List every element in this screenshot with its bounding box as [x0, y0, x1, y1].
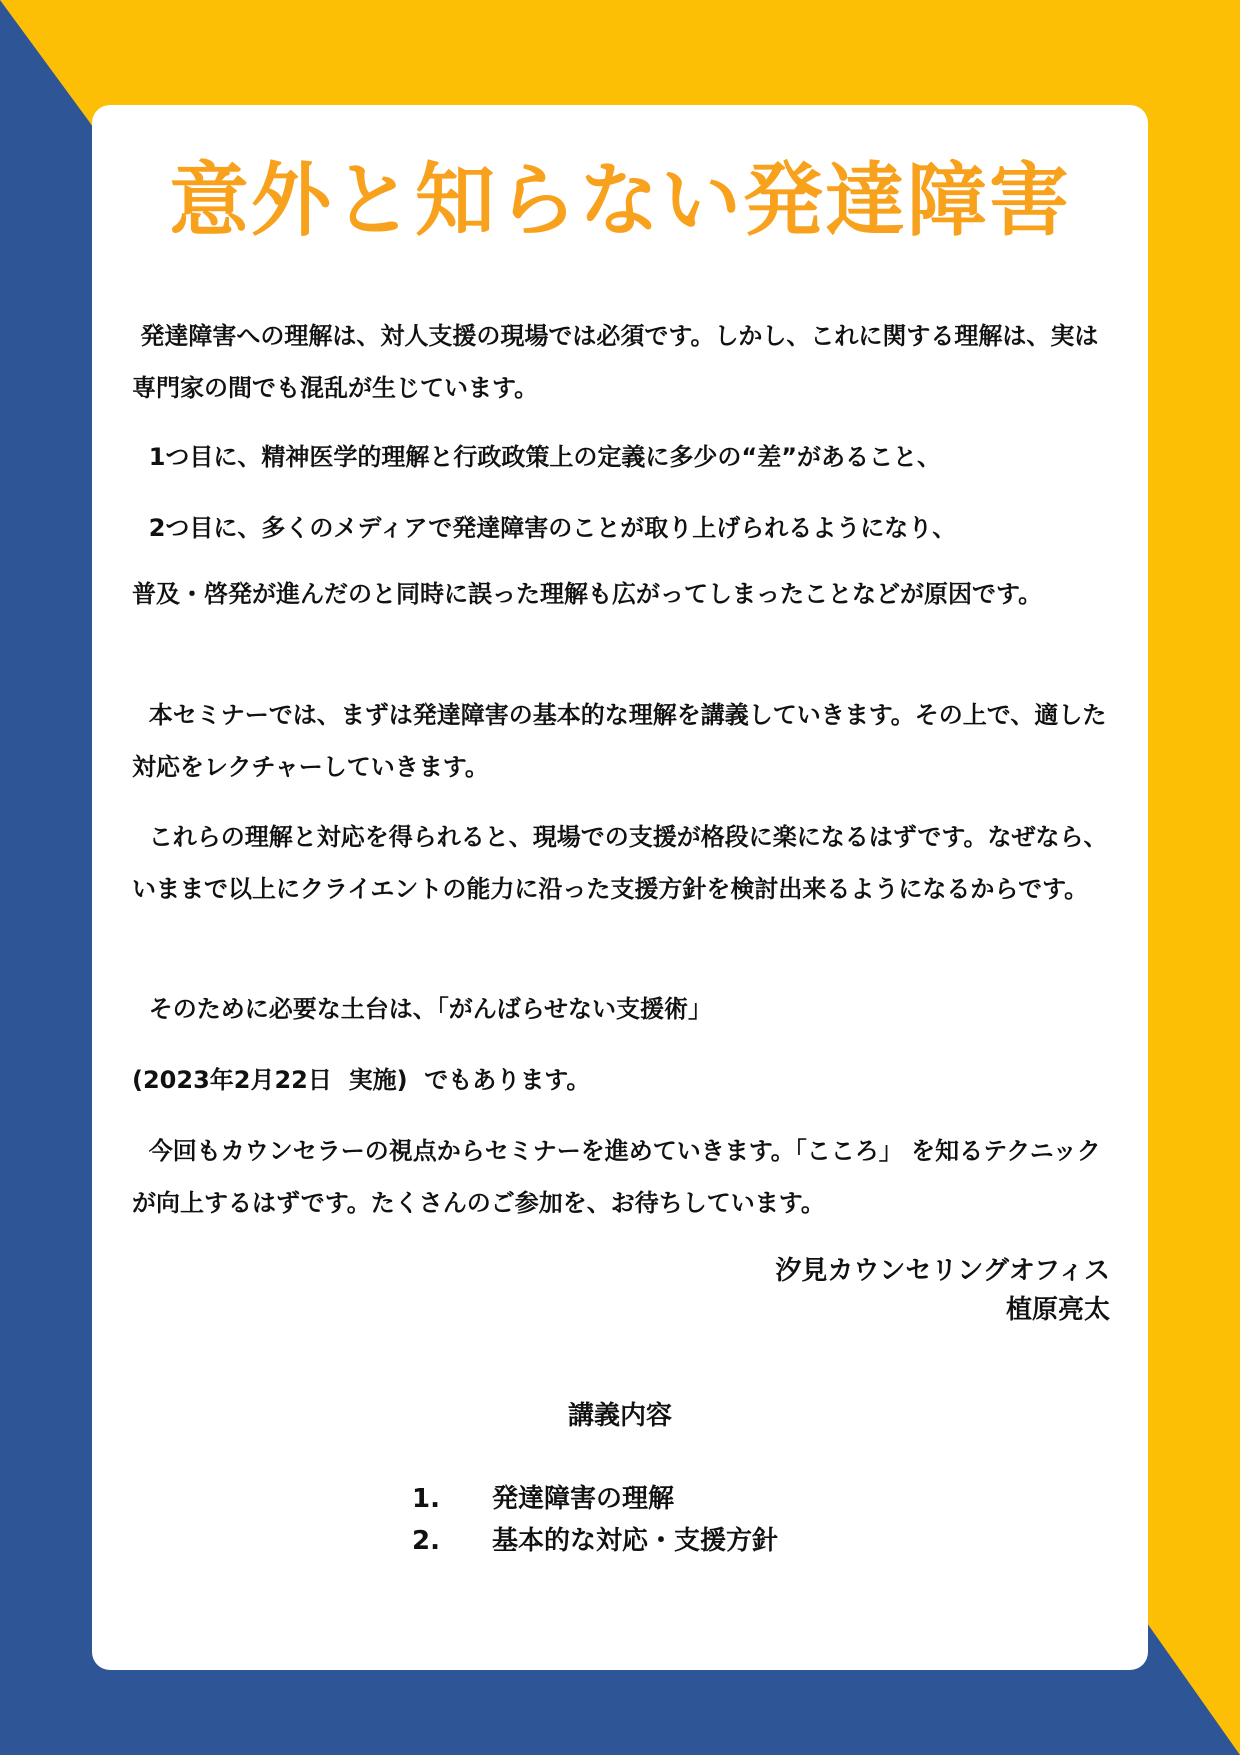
benefit-paragraph: これらの理解と対応を得られると、現場での支援が格段に楽になるはずです。なぜなら、いままで以上にクライエントの能力に沿った支援方針を検討出来るようになるからです。	[132, 823, 1108, 903]
closing-paragraph: 今回もカウンセラーの視点からセミナーを進めていきます。「こころ」 を知るテクニックが向上するはずです。たくさんのご参加を、お待ちしています。	[132, 1137, 1101, 1217]
lecture-item	[412, 1520, 778, 1557]
lecture-item-number: 1.	[412, 1484, 440, 1514]
signature-organization: 汐見カウンセリングオフィス	[775, 1256, 1110, 1286]
reason-two-paragraph: 2つ目に、多くのメディアで発達障害のことが取り上げられるようになり、	[132, 514, 957, 542]
seminar-paragraph: 本セミナーでは、まずは発達障害の基本的な理解を講義していきます。その上で、適した対応をレクチャーしていきます。	[132, 701, 1107, 781]
lecture-heading: 講義内容	[567, 1401, 672, 1431]
reason-two-continued-paragraph: 普及・啓発が進んだのと同時に誤った理解も広がってしまったことなどが原因です。	[132, 580, 1043, 608]
signature-name: 植原亮太	[1005, 1295, 1110, 1325]
past-seminar-date: (2023年2月22日 実施) でもあります。	[132, 1066, 591, 1094]
lecture-item-text: 基本的な対応・支援方針	[492, 1526, 779, 1556]
intro-paragraph: 発達障害への理解は、対人支援の現場では必須です。しかし、これに関する理解は、実は専門家の間でも混乱が生じています。	[132, 322, 1099, 402]
reason-one-paragraph: 1つ目に、精神医学的理解と行政政策上の定義に多少の“差”があること、	[132, 443, 941, 471]
flyer-card	[92, 105, 1148, 1670]
lecture-item	[412, 1478, 674, 1515]
lecture-item-text: 発達障害の理解	[492, 1484, 675, 1514]
foundation-paragraph: そのために必要な土台は、「がんばらせない支援術」	[132, 995, 712, 1023]
lecture-item-number: 2.	[412, 1526, 440, 1556]
page-title: 意外と知らない発達障害	[169, 154, 1071, 247]
